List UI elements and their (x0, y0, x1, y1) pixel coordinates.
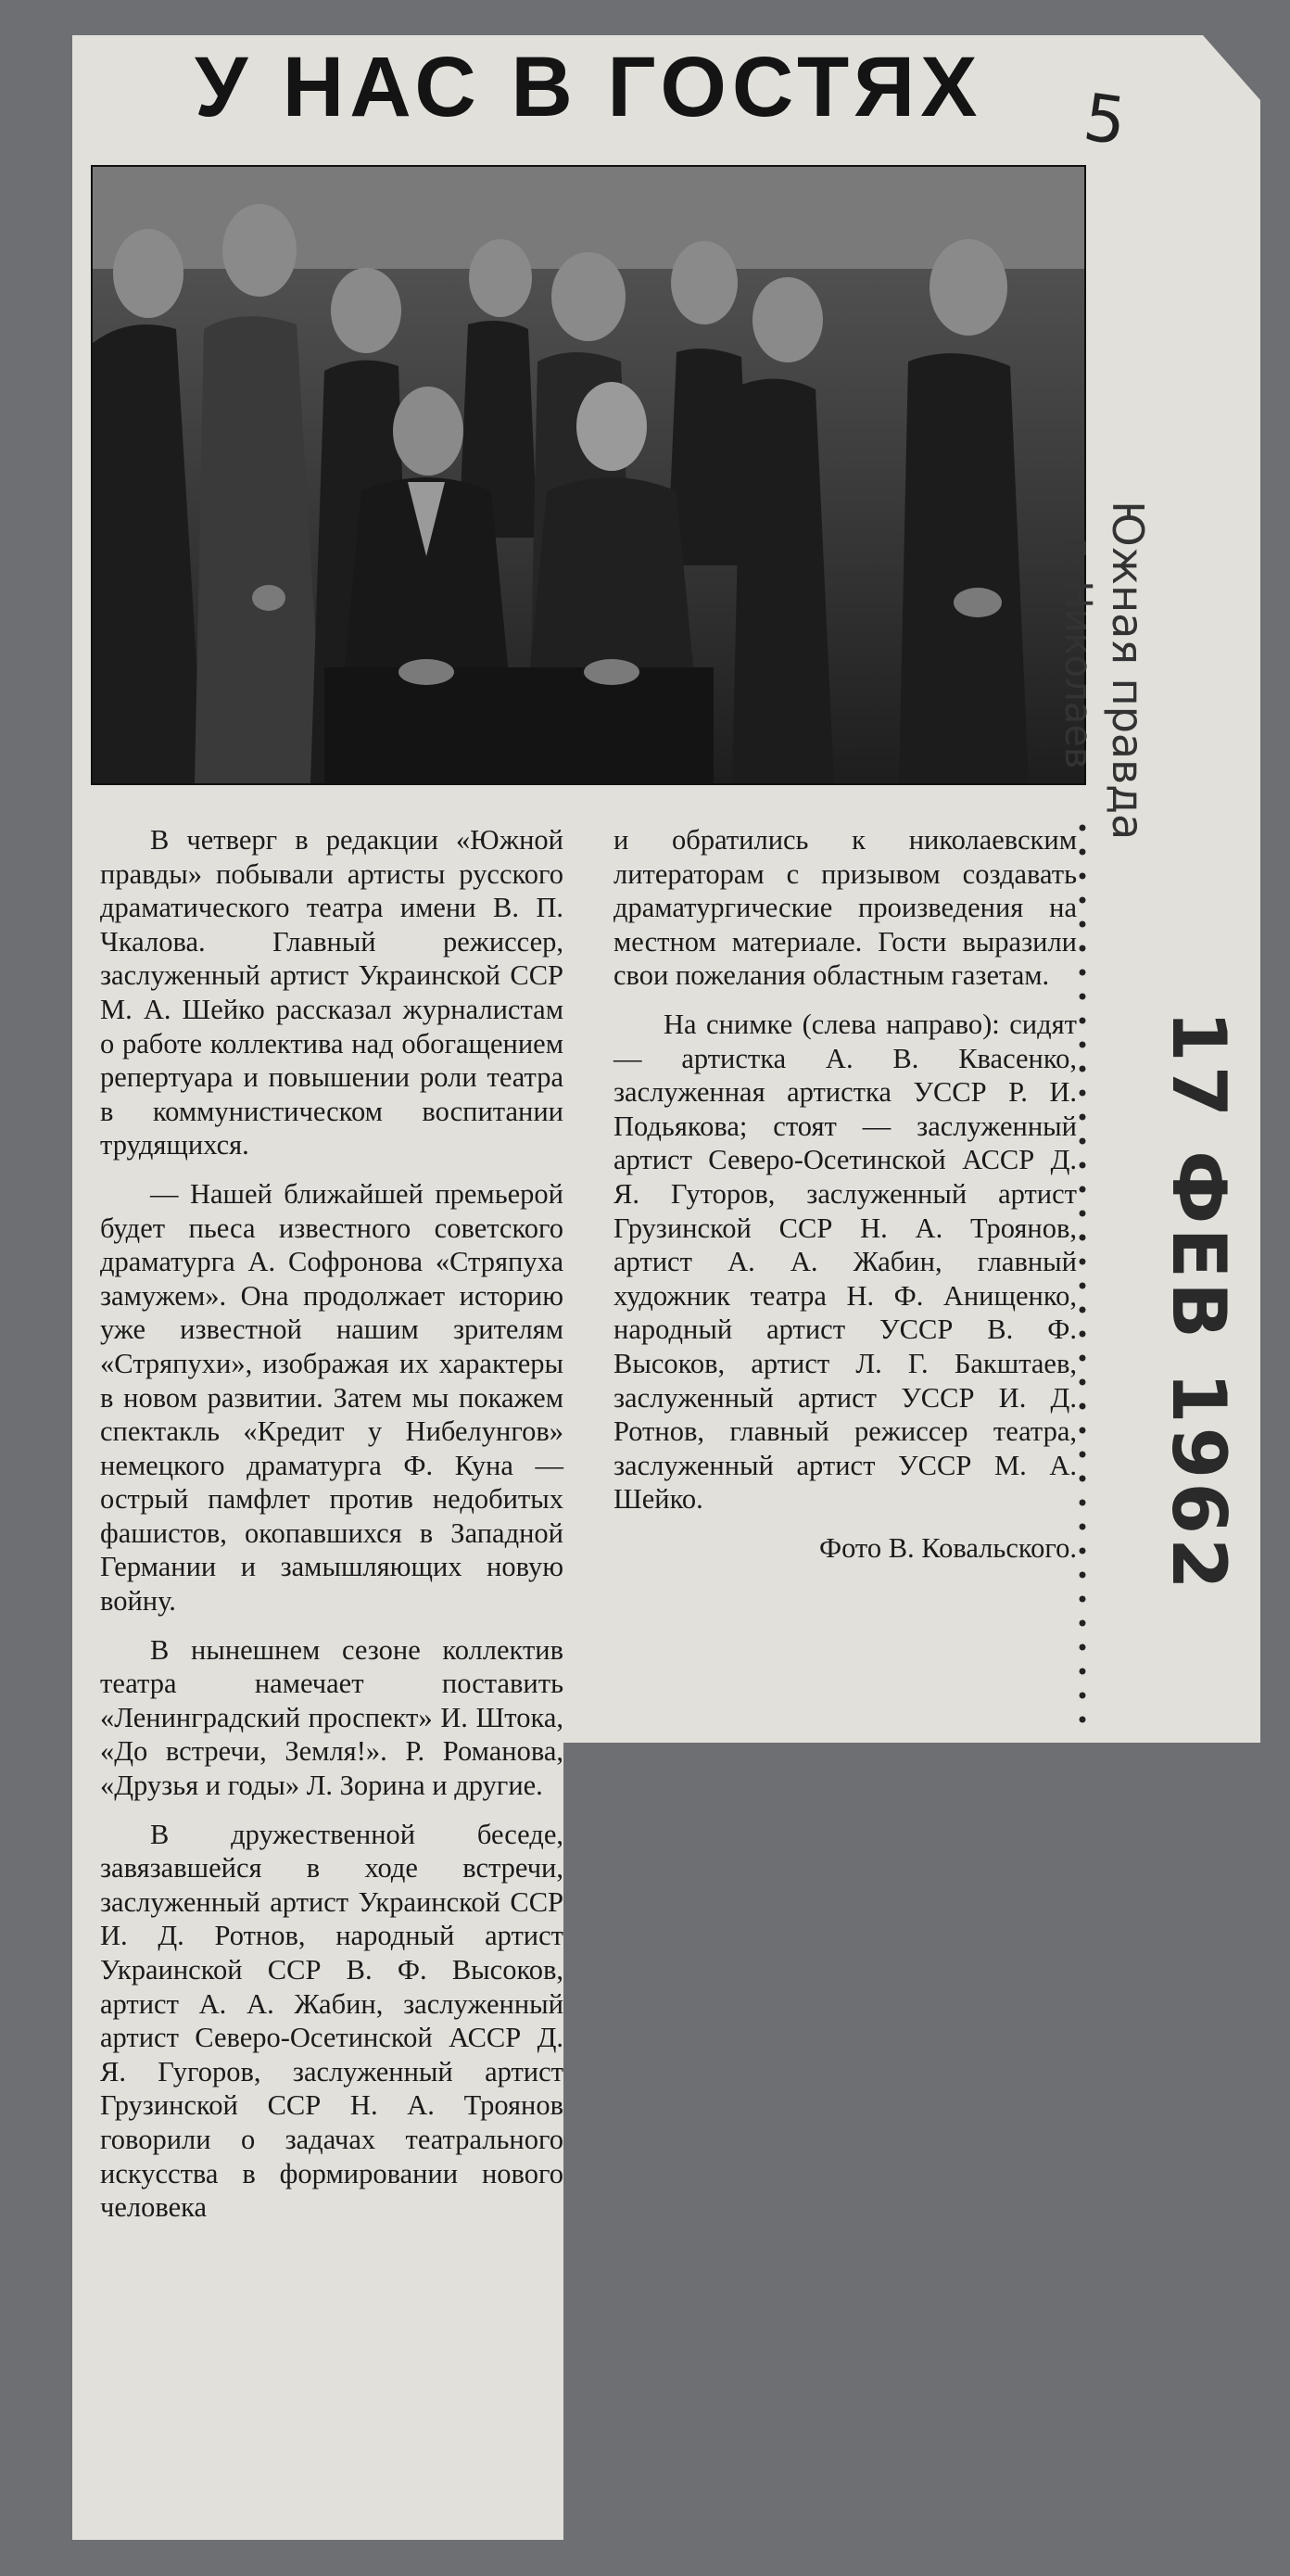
article-right-column (613, 823, 1077, 1580)
group-photo (91, 165, 1086, 785)
photo-caption: На снимке (слева направо): сидят — артистка А. В. Квасенко, заслуженная артистка УССР Р. И. Подьякова; стоят — заслуженный артист Северо-Осетинской АССР Д. Я. Гуторов, заслуженный артист Грузинской ССР Н. А. Троянов, артист А. А. Жабин, главный художник театра Н. Ф. Анищенко, народный артист УССР В. Ф. Высоков, артист Л. Г. Бакштаев, заслуженный артист УССР И. Д. Ротнов, главный режиссер театра, заслуженный артист УССР М. А. Шейко. (613, 1008, 1077, 1516)
article-paragraph: — Нашей ближайшей премьерой будет пьеса известного советского драматурга А. Софронова «Стряпуха замужем». Она продолжает историю уже известной нашим зрителям «Стряпухи», изображая их характеры в новом развитии. Затем мы покажем спектакль «Кредит у Нибелунгов» немецкого драматурга Ф. Куна — острый памфлет против недобитых фашистов, окопавшихся в Западной Германии и замышляющих новую войну. (100, 1177, 563, 1618)
headline: У НАС В ГОСТЯХ (195, 40, 983, 134)
dotted-border (1078, 816, 1087, 1733)
handwritten-page-mark: 5 (1079, 79, 1132, 160)
photo-illustration (93, 167, 1084, 783)
photo-credit: Фото В. Ковальского. (818, 1531, 1077, 1564)
article-paragraph: В четверг в редакции «Южной правды» побывали артисты русского драматического театра имени В. П. Чкалова. Главный режиссер, заслуженный артист Украинской ССР М. А. Шейко рассказал журналистам о работе коллектива над обогащением репертуара и повышении роли театра в коммунистическом воспитании трудящихся. (100, 824, 563, 1161)
article-paragraph: В дружественной беседе, завязавшейся в ходе встречи, заслуженный артист Украинской ССР И. Д. Ротнов, народный артист Украинской ССР В. Ф. Высоков, артист А. А. Жабин, заслуженный артист Северо-Осетинской АССР Д. Я. Гугоров, заслуженный артист Грузинской ССР Н. А. Троянов говорили о задачах театрального искусства в формировании нового человека (100, 1818, 563, 2224)
article-continuation: и обратились к николаевским литераторам с призывом создавать драматургические произведения на местном материале. Гости выразили свои пожелания областным газетам. (613, 824, 1077, 992)
date-stamp: 17 ФЕВ 1962 (1156, 1010, 1242, 1593)
article-paragraph: В нынешнем сезоне коллектив театра намечает поставить «Ленинградский проспект» И. Штока, «До встречи, Земля!». Р. Романова, «Друзья и годы» Л. Зорина и другие. (100, 1633, 563, 1802)
source-paper-name: Южная правда (1103, 501, 1153, 841)
source-city: г. Николаев (1056, 538, 1099, 769)
newspaper-source-stamp (1055, 501, 1155, 840)
article-left-column (100, 823, 563, 2240)
